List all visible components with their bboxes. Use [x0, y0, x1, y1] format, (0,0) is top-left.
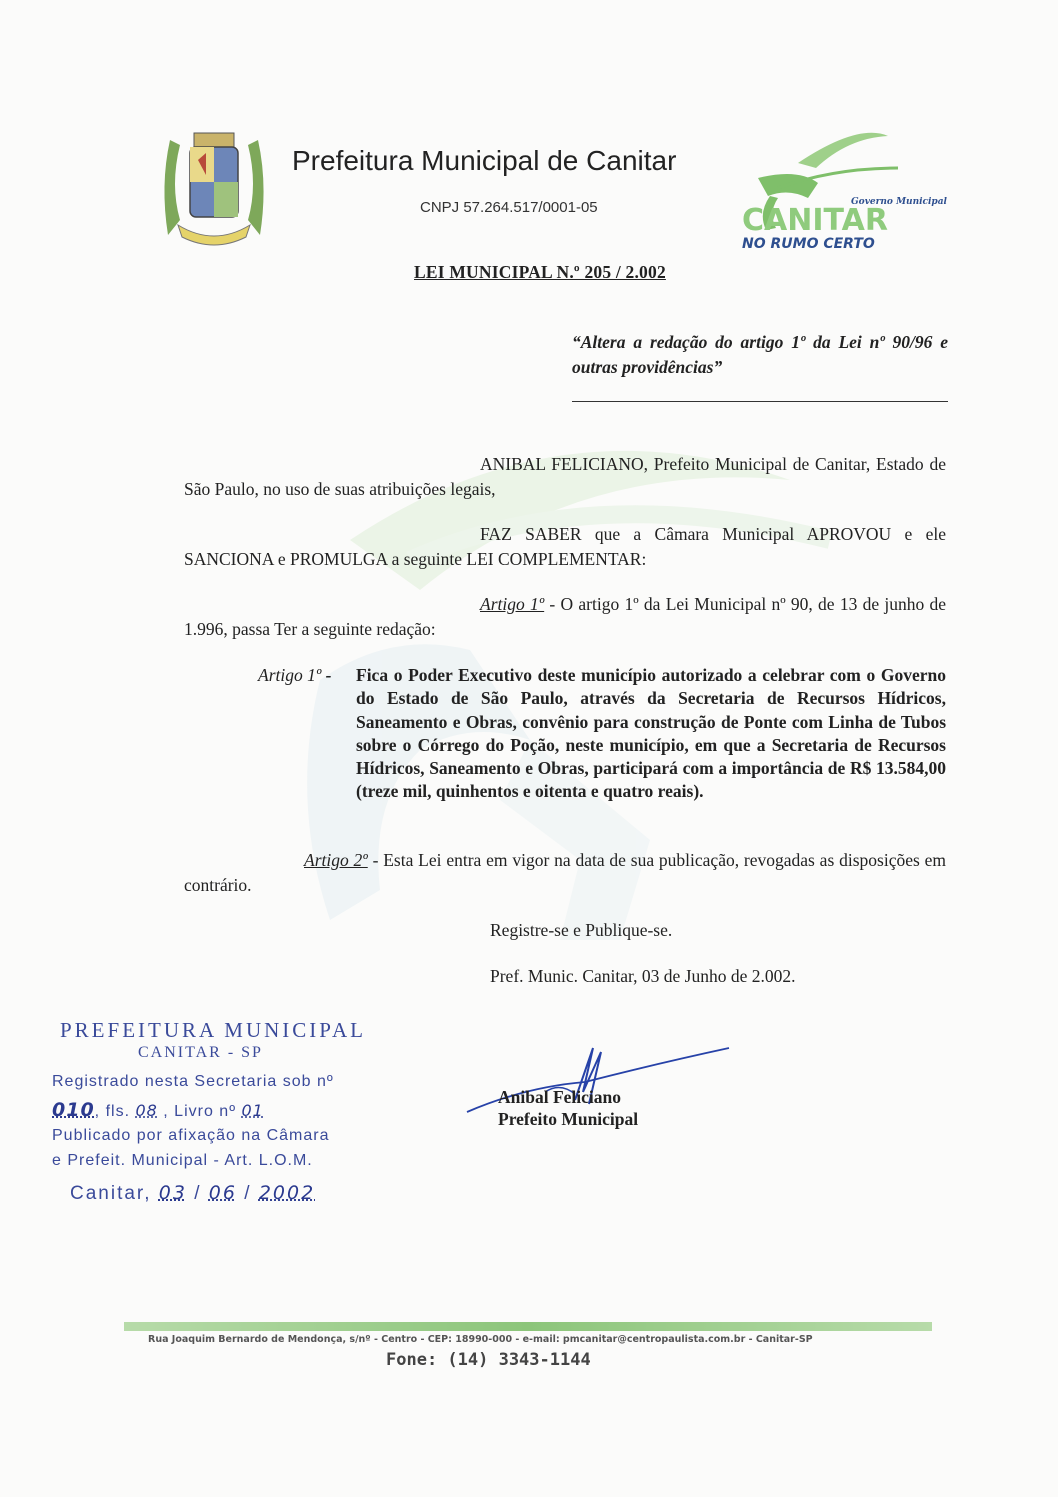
municipal-crest-icon — [160, 125, 268, 250]
stamp-fls-no: 08 — [135, 1101, 158, 1120]
stamp-line-1: PREFEITURA MUNICIPAL — [60, 1018, 367, 1042]
article-2-label: Artigo 2º — [304, 850, 368, 870]
footer-address: Rua Joaquim Bernardo de Mendonça, s/nº - Centro - CEP: 18990-000 - e-mail: pmcanitar@centropaulista.com.br - Canitar-SP — [148, 1334, 813, 1345]
law-title: LEI MUNICIPAL N.º 205 / 2.002 — [414, 262, 666, 282]
paragraph-article-2: Artigo 2º - Esta Lei entra em vigor na data de sua publicação, revogadas as disposições em contrário. — [184, 850, 946, 895]
register-line: Registre-se e Publique-se. — [490, 920, 673, 940]
header-cnpj: CNPJ 57.264.517/0001-05 — [420, 199, 598, 216]
law-ementa: “Altera a redação do artigo 1º da Lei nº 90/96 e outras providências” — [572, 332, 948, 377]
stamp-line-4: 010, fls. 08 , Livro nº 01 — [52, 1099, 264, 1121]
date-line: Pref. Munic. Canitar, 03 de Junho de 2.002. — [490, 966, 796, 986]
document-page: Prefeitura Municipal de Canitar CNPJ 57.264.517/0001-05 Governo Municipal CANITAR NO RUMO CERTO LEI MUNICIPAL N.º 205 / 2.002 “Altera a redação do artigo 1º da Lei nº 90/96 e outras providências” ANIBAL FELICIANO, Prefeito Municipal de Canitar, Estado de São Paulo, no uso de suas atribuições legais, FAZ SABER que a Câmara Municipal APROVOU e ele SANCIONA e PROMULGA a seguinte LEI COMPLEMENTAR: Artigo 1º - O artigo 1º da Lei Municipal nº 90, de 13 de junho de 1.996, passa Ter a seguinte redação: Artigo 1º - Fica o Poder Executivo deste município autorizado a celebrar com o Governo do Estado de São Paulo, através da Secretaria de Recursos Hídricos, Saneamento e Obras, convênio para construção de Ponte com Linha de Tubos sobre o Córrego do Poção, neste município, em que a Secretaria de Recursos Hídricos, Saneamento e Obras, participará com a importância de R$ 13.584,00 (treze mil, quinhentos e oitenta e quatro reais). Artigo 2º - Esta Lei entra em vigor na data de sua publicação, revogadas as disposições em contrário. Registre-se e Publique-se. Pref. Munic. Canitar, 03 de Junho de 2.002. PREFEITURA MUNICIPAL CANITAR - SP Registrado nesta Secretaria sob nº 010, fls. 08 , Livro nº 01 Publicado por afixação na Câmara e Prefeit. Municipal - Art. L.O.M. Canitar, 03 / 06 / 2002 Anibal Feliciano Prefeito Municipal Rua Joaquim Bernardo de Mendonça, s/nº - Centro - CEP: 18990-000 - e-mail: pmcanitar@centropaulista.com.br - Canitar-SP Fone: (14) 3343-1144 — [0, 0, 1058, 1497]
stamp-line-6: e Prefeit. Municipal - Art. L.O.M. — [52, 1152, 313, 1169]
signatory-name: Anibal Feliciano — [498, 1087, 621, 1107]
stamp-day: 03 — [158, 1182, 187, 1204]
paragraph-preamble: ANIBAL FELICIANO, Prefeito Municipal de Canitar, Estado de São Paulo, no uso de suas atribuições legais, — [184, 454, 946, 499]
logo-governo-text: Governo Municipal — [851, 197, 947, 207]
registry-stamp — [52, 1018, 392, 1218]
stamp-year: 2002 — [258, 1182, 316, 1204]
canitar-logo — [738, 128, 947, 256]
quoted-article-text: Fica o Poder Executivo deste município autorizado a celebrar com o Governo do Estado de São Paulo, através da Secretaria de Recursos Hídricos, Saneamento e Obras, convênio para construção de Ponte com Linha de Tubos sobre o Córrego do Poção, neste município, em que a Secretaria de Recursos Hídricos, Saneamento e Obras, participará com a importância de R$ 13.584,00 (treze mil, quinhentos e oitenta e quatro reais). — [356, 665, 946, 802]
quoted-article-label: Artigo 1º — [258, 665, 322, 685]
article-1-label: Artigo 1º — [480, 594, 545, 614]
signatory-role: Prefeito Municipal — [498, 1109, 639, 1129]
stamp-livro-no: 01 — [241, 1101, 264, 1120]
footer-phone: Fone: (14) 3343-1144 — [386, 1350, 591, 1370]
footer-divider — [124, 1322, 932, 1331]
logo-slogan-text: NO RUMO CERTO — [742, 236, 875, 252]
stamp-date-line: Canitar, 03 / 06 / 2002 — [70, 1182, 316, 1204]
stamp-line-5: Publicado por afixação na Câmara — [52, 1127, 330, 1144]
logo-canitar-text: CANITAR — [742, 203, 888, 238]
paragraph-faz-saber: FAZ SABER que a Câmara Municipal APROVOU e ele SANCIONA e PROMULGA a seguinte LEI COMPLEMENTAR: — [184, 524, 946, 569]
stamp-line-3: Registrado nesta Secretaria sob nº — [52, 1073, 334, 1090]
ementa-divider — [572, 401, 948, 402]
stamp-month: 06 — [208, 1182, 237, 1204]
stamp-reg-no: 010 — [52, 1099, 95, 1121]
header-title: Prefeitura Municipal de Canitar — [292, 145, 677, 176]
paragraph-article-1: Artigo 1º - O artigo 1º da Lei Municipal nº 90, de 13 de junho de 1.996, passa Ter a seguinte redação: — [184, 594, 946, 639]
stamp-line-2: CANITAR - SP — [138, 1044, 263, 1061]
